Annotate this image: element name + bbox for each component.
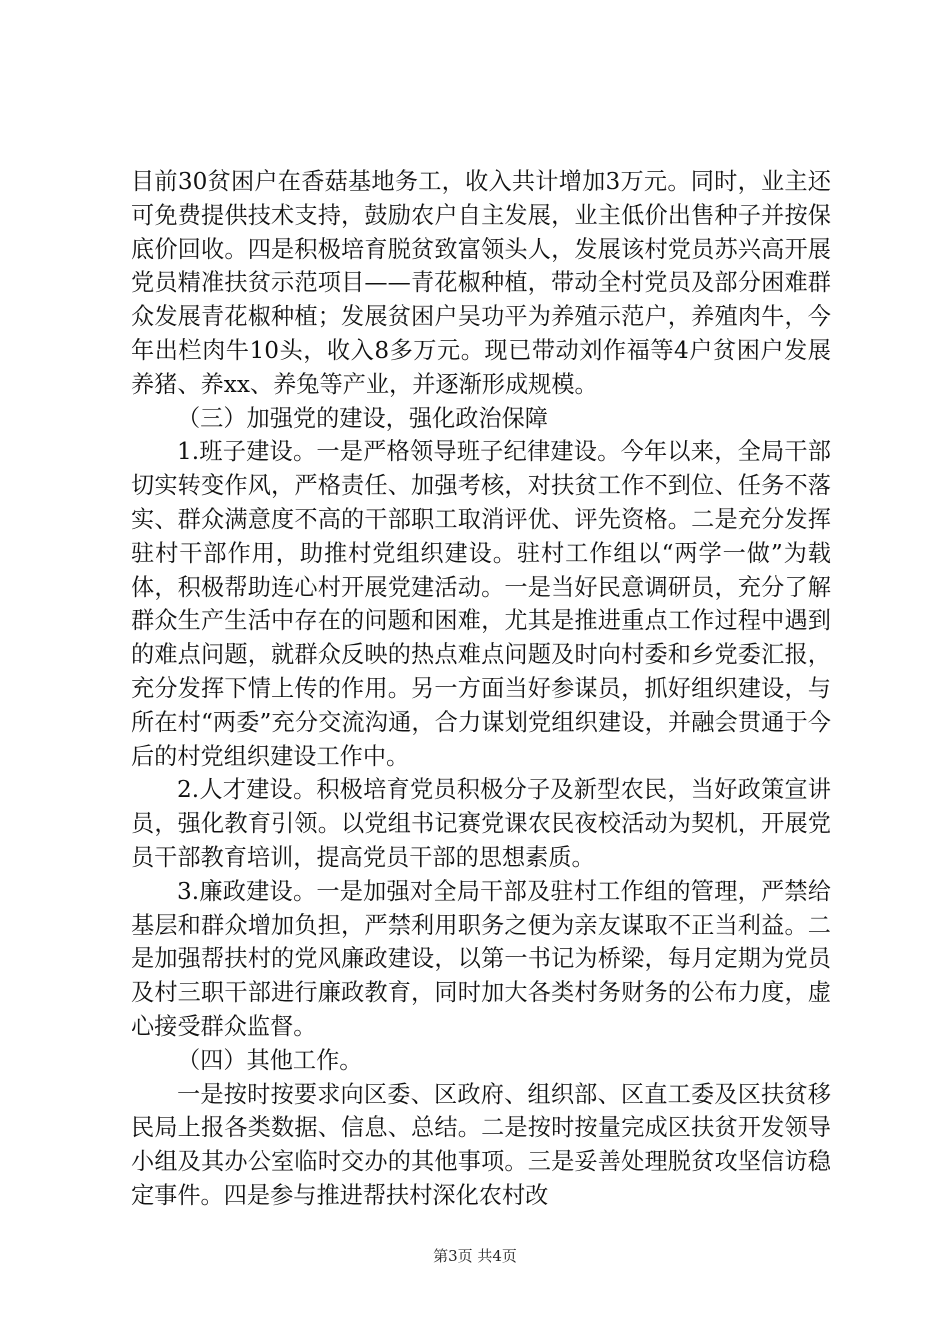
paragraph-other-work: 一是按时按要求向区委、区政府、组织部、区直工委及区扶贫移民局上报各类数据、信息、总结。二是按时按量完成区扶贫开发领导小组及其办公室临时交办的其他事项。三是妥善处理脱贫攻坚信访稳定事件。四是参与推进帮扶村深化农村改 [131, 1080, 831, 1209]
paragraph-integrity-building: 3.廉政建设。一是加强对全局干部及驻村工作组的管理，严禁给基层和群众增加负担，严禁利用职务之便为亲友谋取不正当利益。二是加强帮扶村的党风廉政建设，以第一书记为桥梁，每月定期为党员及村三职干部进行廉政教育，同时加大各类村务财务的公布力度，虚心接受群众监督。 [131, 877, 831, 1040]
page-footer: 第3页 共4页 [433, 1247, 517, 1265]
section-heading-3: （三）加强党的建设，强化政治保障 [177, 404, 548, 432]
section-heading-4: （四）其他工作。 [177, 1046, 363, 1074]
paragraph-team-building: 1.班子建设。一是严格领导班子纪律建设。今年以来，全局干部切实转变作风，严格责任、加强考核，对扶贫工作不到位、任务不落实、群众满意度不高的干部职工取消评优、评先资格。二是充分发挥驻村干部作用，助推村党组织建设。驻村工作组以“两学一做”为载体，积极帮助连心村开展党建活动。一是当好民意调研员，充分了解群众生产生活中存在的问题和困难，尤其是推进重点工作过程中遇到的难点问题，就群众反映的热点难点问题及时向村委和乡党委汇报，充分发挥下情上传的作用。另一方面当好参谋员，抓好组织建设，与所在村“两委”充分交流沟通，合力谋划党组织建设，并融会贯通于今后的村党组织建设工作中。 [131, 438, 831, 770]
paragraph-talent-building: 2.人才建设。积极培育党员积极分子及新型农民，当好政策宣讲员，强化教育引领。以党组书记赛党课农民夜校活动为契机，开展党员干部教育培训，提高党员干部的思想素质。 [131, 776, 831, 871]
paragraph-continuation: 目前30贫困户在香菇基地务工，收入共计增加3万元。同时，业主还可免费提供技术支持，鼓励农户自主发展，业主低价出售种子并按保底价回收。四是积极培育脱贫致富领头人，发展该村党员苏兴高开展党员精准扶贫示范项目——青花椒种植，带动全村党员及部分困难群众发展青花椒种植；发展贫困户吴功平为养殖示范户，养殖肉牛，今年出栏肉牛10头，收入8多万元。现已带动刘作福等4户贫困户发展养猪、养xx、养兔等产业，并逐渐形成规模。 [131, 168, 831, 398]
document-body [131, 165, 831, 1213]
